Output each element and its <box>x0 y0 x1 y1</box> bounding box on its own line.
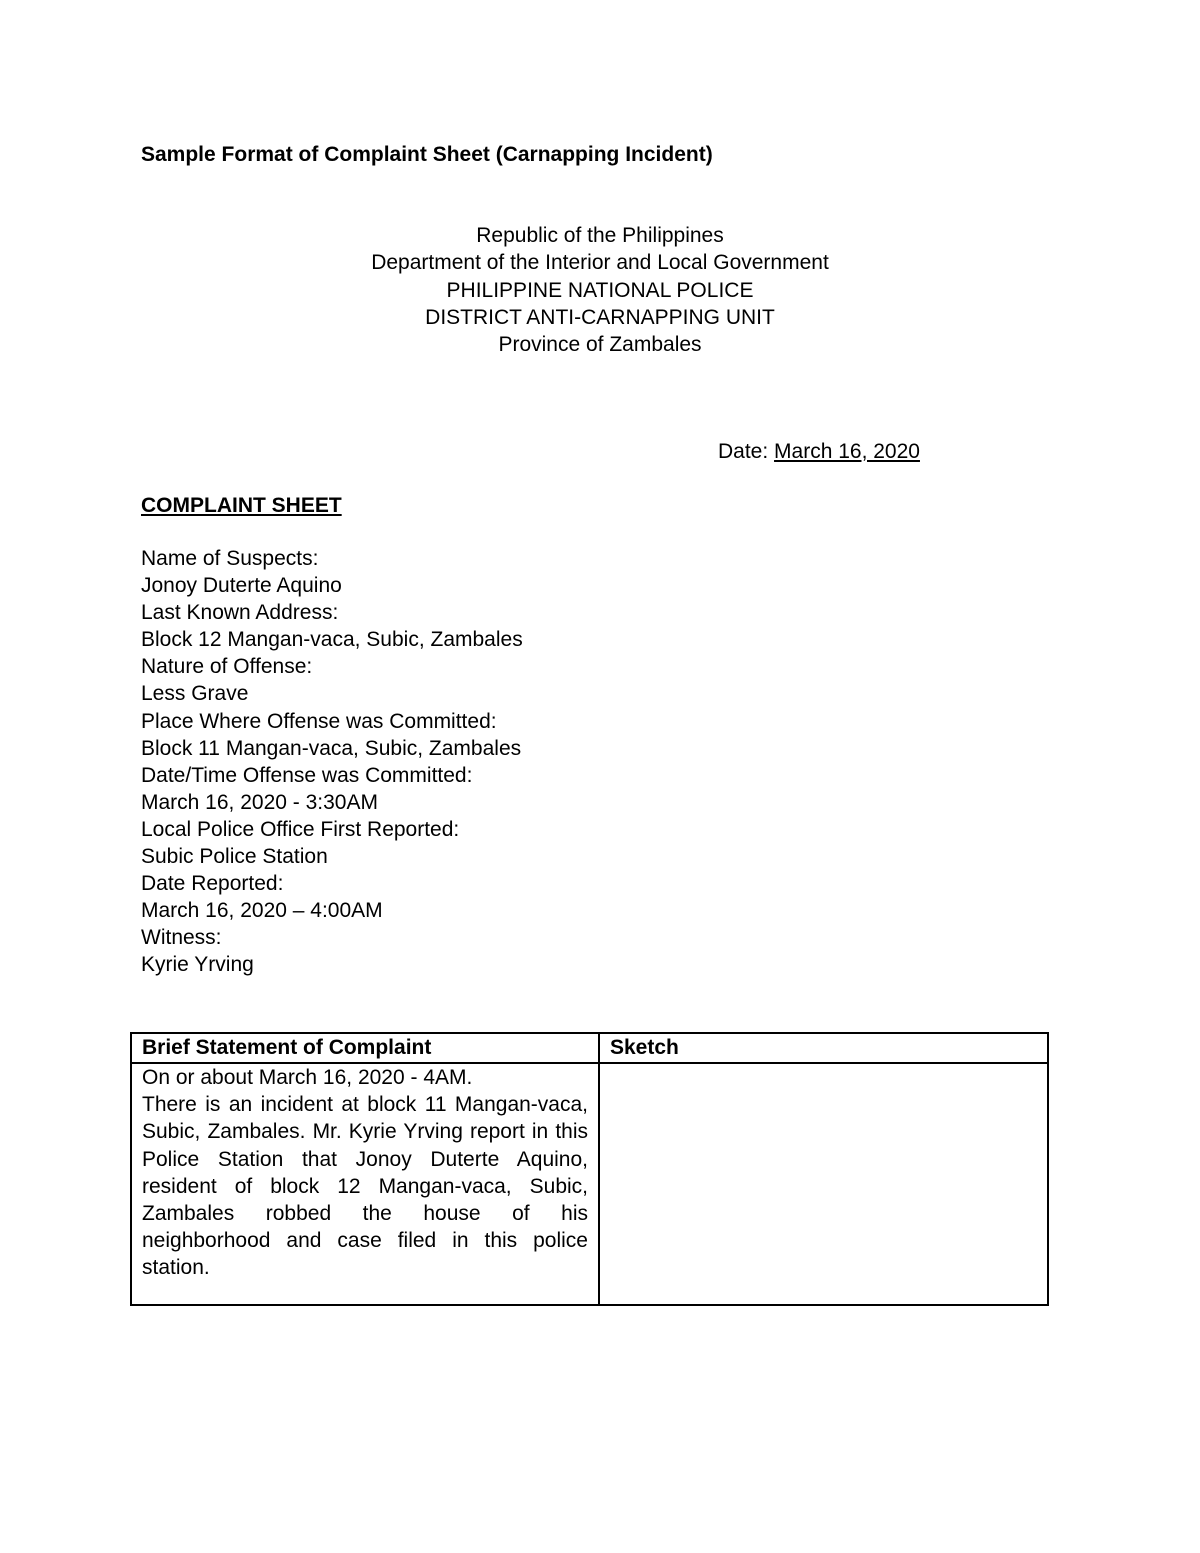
date-value: March 16, 2020 <box>774 440 920 463</box>
field-label-date-reported: Date Reported: <box>141 872 284 896</box>
complaint-sheet-heading: COMPLAINT SHEET <box>141 494 342 517</box>
field-value-offense-datetime: March 16, 2020 - 3:30AM <box>141 790 378 814</box>
document-title: Sample Format of Complaint Sheet (Carnapping Incident) <box>141 143 713 166</box>
date-line <box>718 438 920 466</box>
field-label-offense-nature: Nature of Offense: <box>141 655 313 679</box>
field-value-date-reported: March 16, 2020 – 4:00AM <box>141 899 383 923</box>
agency-header <box>300 222 900 358</box>
header-line-republic: Republic of the Philippines <box>476 224 724 247</box>
statement-column-header: Brief Statement of Complaint <box>131 1033 599 1063</box>
field-label-offense-place: Place Where Offense was Committed: <box>141 709 497 733</box>
sketch-column-header: Sketch <box>599 1033 1048 1063</box>
field-value-address: Block 12 Mangan-vaca, Subic, Zambales <box>141 628 523 652</box>
field-label-suspects: Name of Suspects: <box>141 547 319 570</box>
header-line-pnp: PHILIPPINE NATIONAL POLICE <box>446 278 754 302</box>
header-line-department: Department of the Interior and Local Government <box>371 251 829 275</box>
complaint-table <box>130 1032 1049 1306</box>
complaint-fields <box>141 545 523 979</box>
statement-cell <box>131 1063 599 1305</box>
field-value-offense-nature: Less Grave <box>141 682 249 706</box>
table-body-row <box>131 1063 1048 1305</box>
table-header-row <box>131 1033 1048 1063</box>
field-value-offense-place: Block 11 Mangan-vaca, Subic, Zambales <box>141 736 522 760</box>
header-line-unit: DISTRICT ANTI-CARNAPPING UNIT <box>425 305 775 329</box>
field-label-police-office: Local Police Office First Reported: <box>141 817 460 841</box>
statement-first-line: On or about March 16, 2020 - 4AM. <box>142 1066 473 1089</box>
field-label-offense-datetime: Date/Time Offense was Committed: <box>141 763 473 787</box>
field-label-witness: Witness: <box>141 926 222 950</box>
field-label-address: Last Known Address: <box>141 601 339 625</box>
sketch-cell <box>599 1063 1048 1305</box>
field-value-suspects: Jonoy Duterte Aquino <box>141 574 342 598</box>
field-value-police-office: Subic Police Station <box>141 845 328 869</box>
statement-body: There is an incident at block 11 Mangan-vaca, Subic, Zambales. Mr. Kyrie Yrving report in this Police Station that Jonoy Duterte Aquino, resident of block 12 Mangan-vaca, Subic, Zambales robbed the house of his neighborhood and case filed in this police station. <box>142 1093 588 1280</box>
field-value-witness: Kyrie Yrving <box>141 953 254 977</box>
header-line-province: Province of Zambales <box>498 333 702 357</box>
date-label: Date: <box>718 440 775 463</box>
